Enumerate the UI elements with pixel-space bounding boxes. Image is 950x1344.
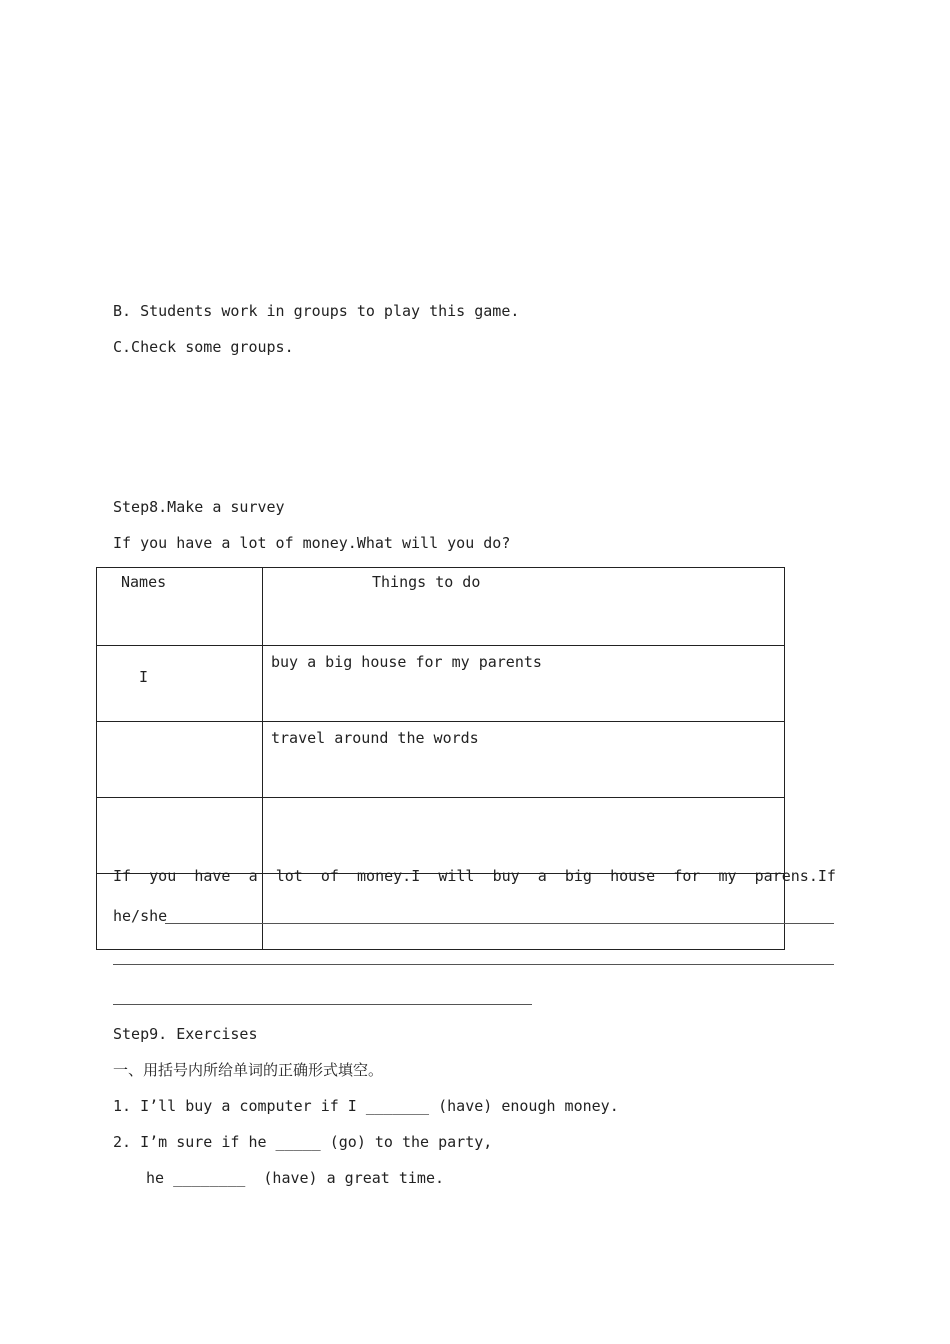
row-thing: buy a big house for my parents — [263, 646, 785, 722]
header-things-to-do: Things to do — [263, 568, 785, 646]
table-row — [97, 646, 785, 722]
row-name: I — [97, 646, 263, 722]
answer-word: buy — [492, 867, 520, 885]
header-names: Names — [97, 568, 263, 646]
answer-sentence — [113, 866, 836, 886]
survey-header-row — [97, 568, 785, 646]
answer-word: of — [320, 867, 339, 885]
answer-word: lot — [275, 867, 303, 885]
answer-word: house — [610, 867, 656, 885]
answer-line-2[interactable] — [113, 964, 834, 965]
he-she-label: he/she — [113, 907, 168, 925]
answer-word: my — [718, 867, 737, 885]
section-instruction: 一、用括号内所给单词的正确形式填空。 — [113, 1061, 384, 1079]
answer-word: for — [673, 867, 701, 885]
survey-question: If you have a lot of money.What will you do? — [113, 534, 511, 552]
step8-heading: Step8.Make a survey — [113, 498, 285, 516]
answer-word: a — [537, 867, 547, 885]
exercise-2-part-2: he ________ (have) a great time. — [146, 1169, 445, 1187]
answer-word: a — [248, 867, 258, 885]
answer-word: money.I — [357, 867, 421, 885]
row-thing: travel around the words — [263, 722, 785, 798]
exercise-2-part-1: 2. I’m sure if he _____ (go) to the party, — [113, 1133, 493, 1151]
answer-line-3[interactable] — [113, 1004, 532, 1005]
step-c-text: C.Check some groups. — [113, 338, 294, 356]
table-row — [97, 798, 785, 874]
answer-word: parens.If — [754, 867, 836, 885]
step-b-text: B. Students work in groups to play this game. — [113, 302, 520, 320]
step9-heading: Step9. Exercises — [113, 1025, 258, 1043]
answer-word: will — [438, 867, 475, 885]
answer-word: big — [564, 867, 592, 885]
answer-line-1[interactable] — [165, 923, 834, 924]
exercise-1: 1. I’ll buy a computer if I _______ (have) enough money. — [113, 1097, 619, 1115]
answer-word: If — [113, 867, 132, 885]
table-row — [97, 722, 785, 798]
row-name — [97, 722, 263, 798]
survey-table — [96, 567, 785, 950]
row-thing — [263, 798, 785, 874]
answer-word: you — [149, 867, 177, 885]
answer-word: have — [194, 867, 231, 885]
row-name — [97, 798, 263, 874]
